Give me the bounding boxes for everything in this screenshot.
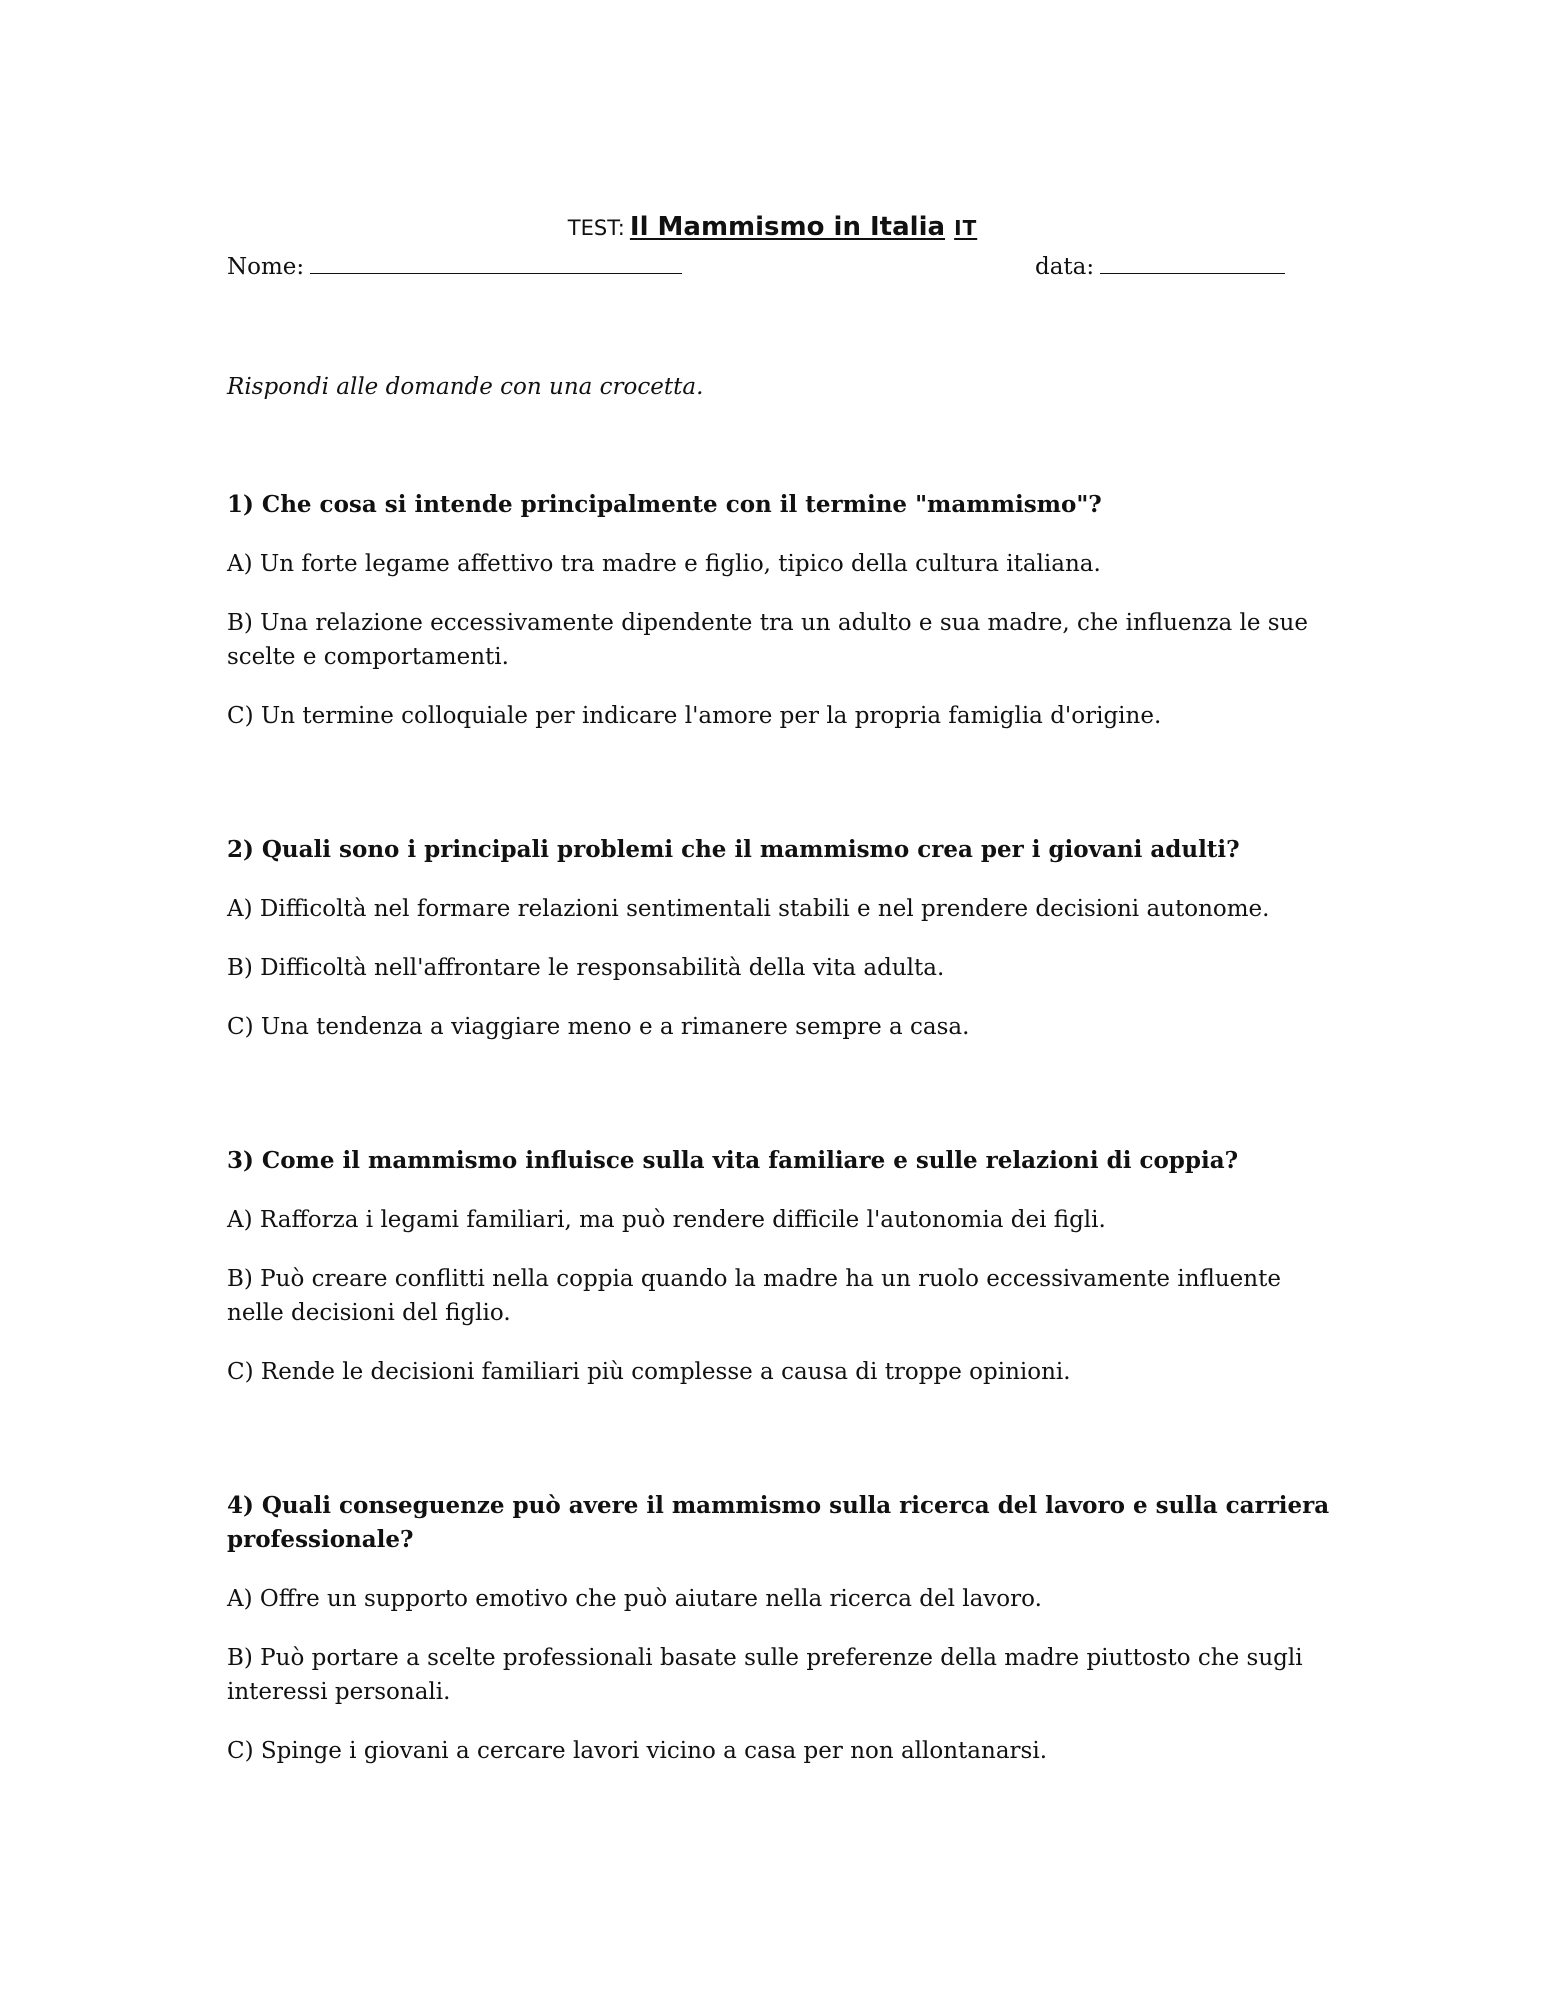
date-blank-line xyxy=(1100,255,1285,274)
document-body xyxy=(227,370,1337,1793)
question-3 xyxy=(227,1144,1337,1389)
date-field xyxy=(1035,254,1285,280)
option-c: C) Rende le decisioni familiari più complesse a causa di troppe opinioni. xyxy=(227,1359,1071,1385)
document-title xyxy=(0,212,1545,242)
option-a: A) Difficoltà nel formare relazioni sentimentali stabili e nel prendere decisioni autonome. xyxy=(227,896,1270,922)
option-b: B) Può portare a scelte professionali basate sulle preferenze della madre piuttosto che sugli interessi personali. xyxy=(227,1645,1303,1705)
question-text: 2) Quali sono i principali problemi che il mammismo crea per i giovani adulti? xyxy=(227,836,1240,863)
instructions-text: Rispondi alle domande con una crocetta. xyxy=(227,374,704,400)
name-label: Nome: xyxy=(227,254,305,280)
option-c: C) Un termine colloquiale per indicare l'amore per la propria famiglia d'origine. xyxy=(227,703,1162,729)
title-prefix: TEST: xyxy=(567,216,625,240)
option-c: C) Spinge i giovani a cercare lavori vicino a casa per non allontanarsi. xyxy=(227,1738,1048,1764)
title-language-badge: IT xyxy=(954,216,978,240)
question-2 xyxy=(227,833,1337,1044)
date-label: data: xyxy=(1035,254,1095,280)
option-a: A) Rafforza i legami familiari, ma può rendere difficile l'autonomia dei figli. xyxy=(227,1207,1106,1233)
question-text: 1) Che cosa si intende principalmente con il termine "mammismo"? xyxy=(227,491,1102,518)
option-a: A) Offre un supporto emotivo che può aiutare nella ricerca del lavoro. xyxy=(227,1586,1042,1612)
option-a: A) Un forte legame affettivo tra madre e figlio, tipico della cultura italiana. xyxy=(227,551,1101,577)
option-b: B) Una relazione eccessivamente dipendente tra un adulto e sua madre, che influenza le sue scelte e comportamenti. xyxy=(227,610,1308,670)
question-1 xyxy=(227,488,1337,733)
option-c: C) Una tendenza a viaggiare meno e a rimanere sempre a casa. xyxy=(227,1014,970,1040)
question-text: 4) Quali conseguenze può avere il mammismo sulla ricerca del lavoro e sulla carriera professionale? xyxy=(227,1492,1330,1553)
question-text: 3) Come il mammismo influisce sulla vita familiare e sulle relazioni di coppia? xyxy=(227,1147,1239,1174)
option-b: B) Difficoltà nell'affrontare le responsabilità della vita adulta. xyxy=(227,955,945,981)
name-blank-line xyxy=(310,255,682,274)
question-4 xyxy=(227,1489,1337,1768)
name-field xyxy=(227,254,682,280)
title-main: Il Mammismo in Italia xyxy=(629,212,946,242)
option-b: B) Può creare conflitti nella coppia quando la madre ha un ruolo eccessivamente influente nelle decisioni del figlio. xyxy=(227,1266,1281,1326)
